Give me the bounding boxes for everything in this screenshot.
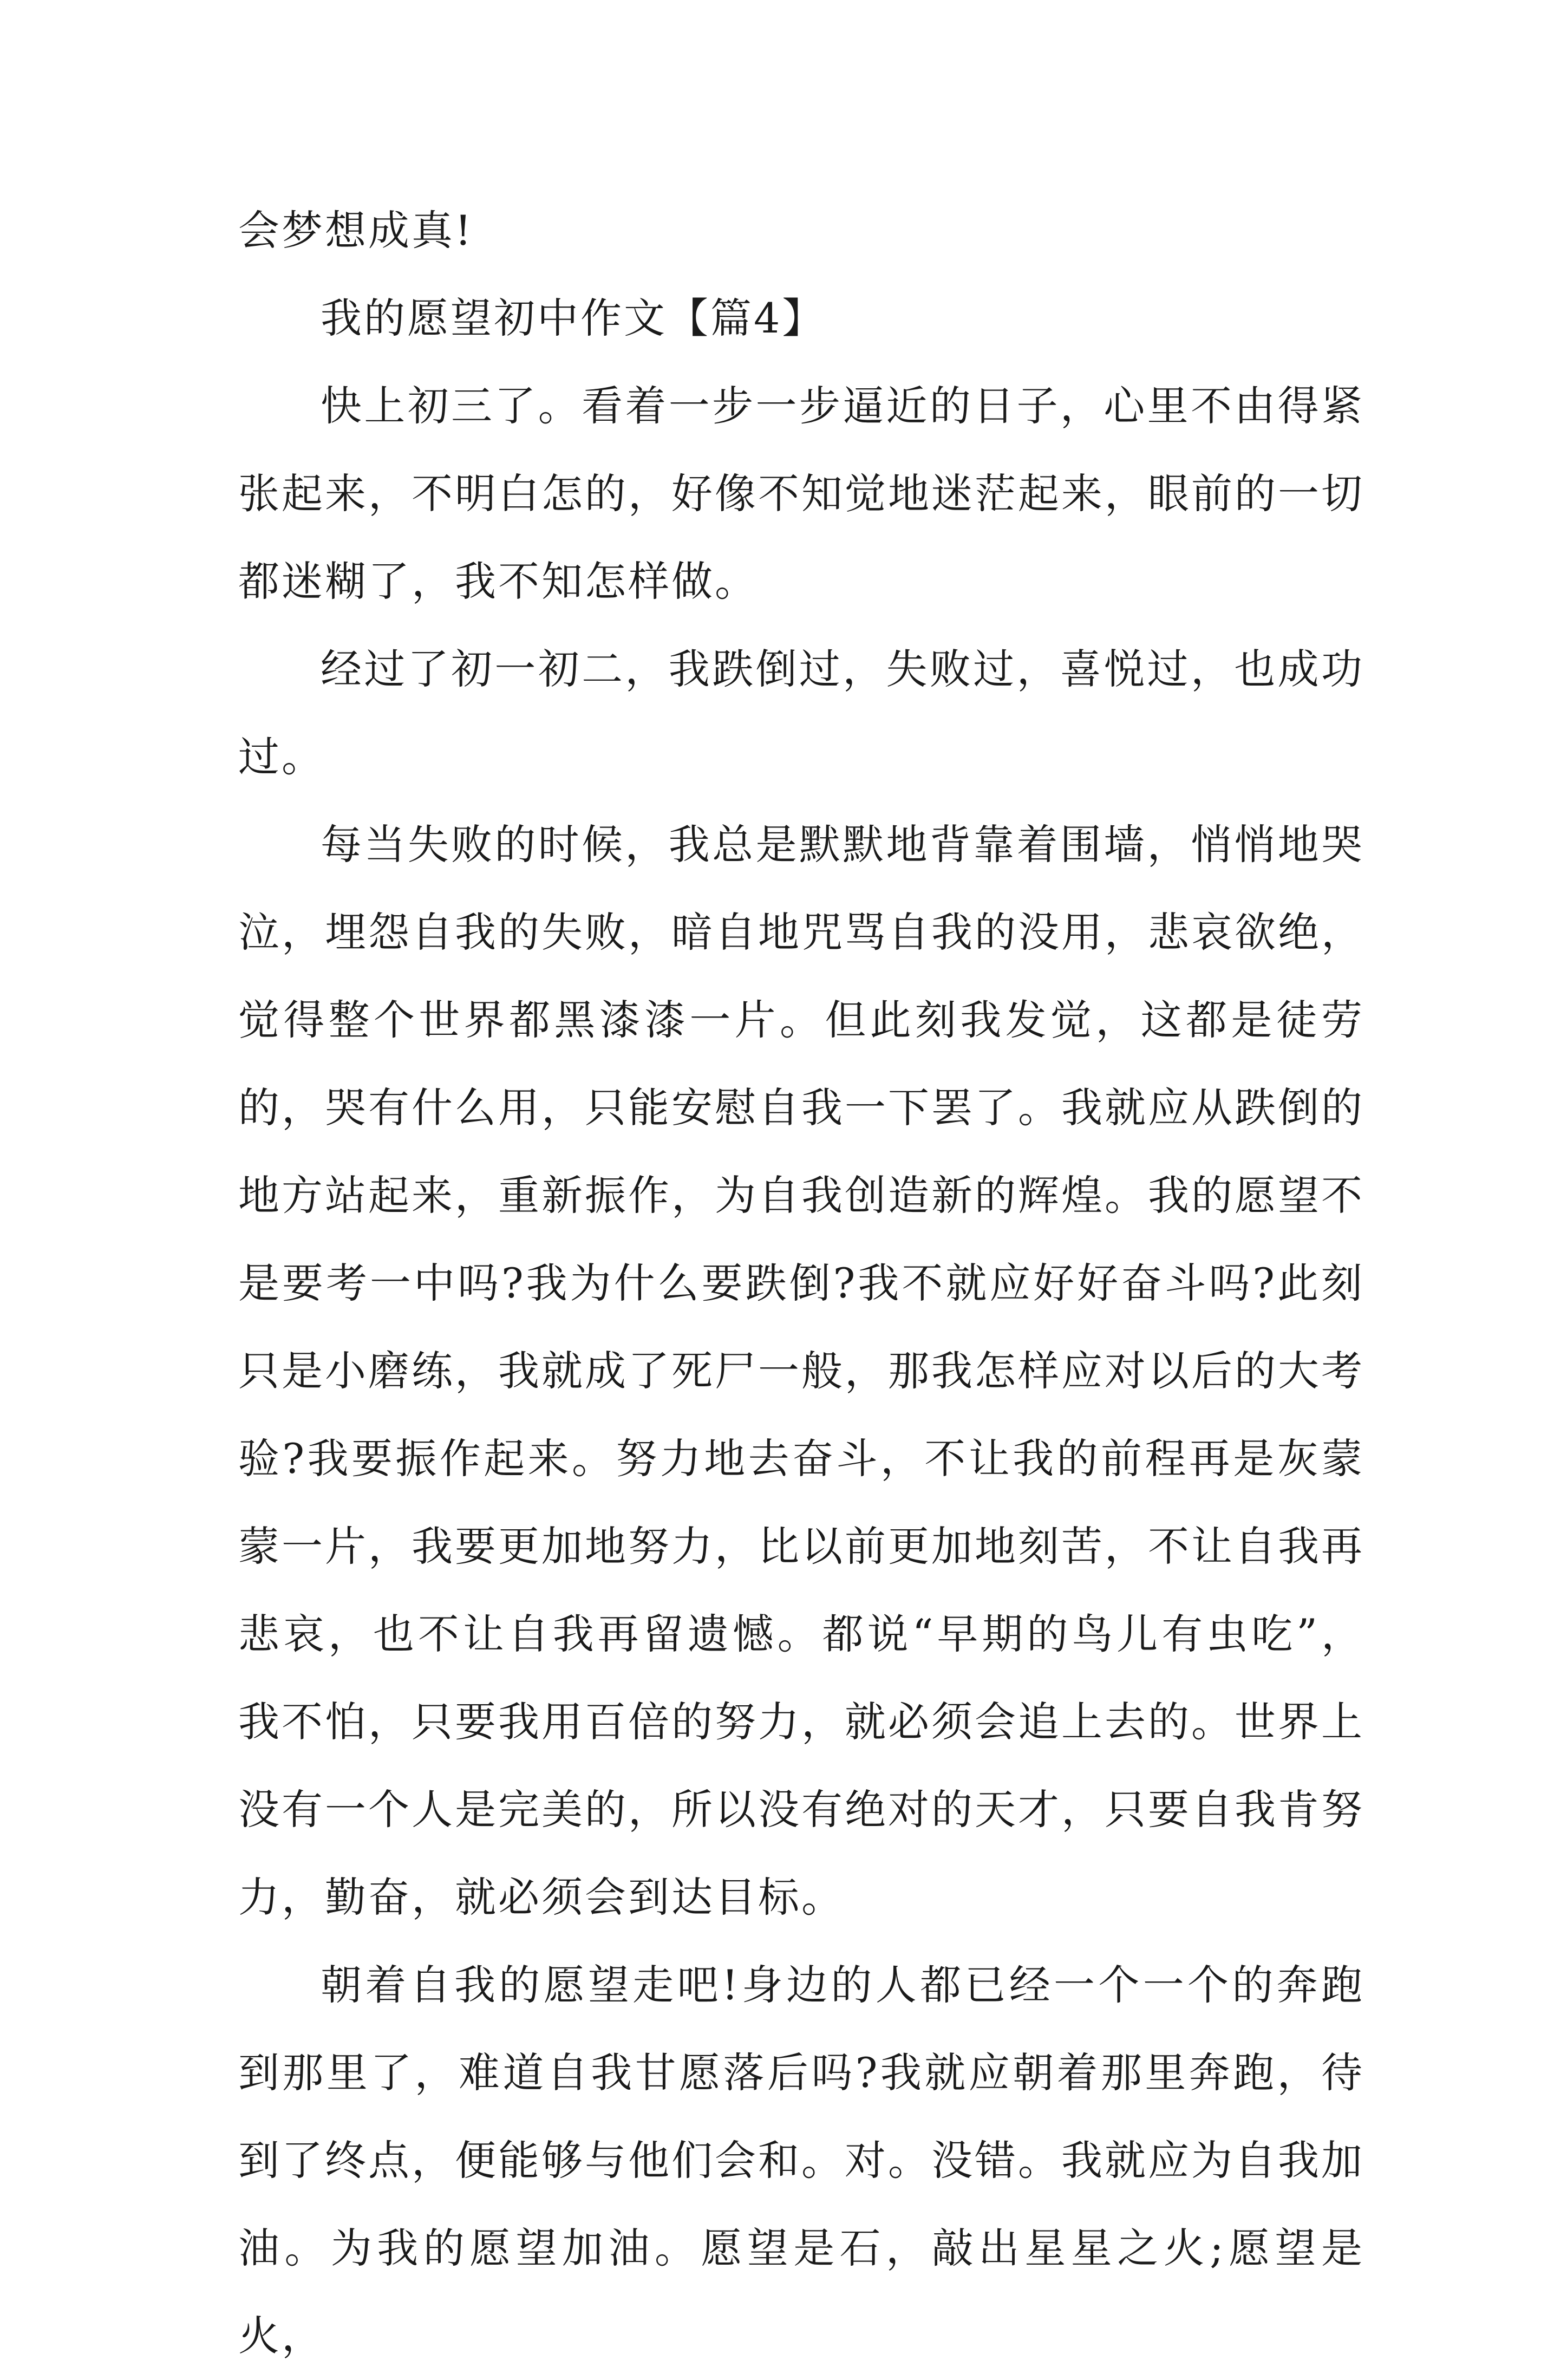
paragraph: 快上初三了。看着一步一步逼近的日子，心里不由得紧张起来，不明白怎的，好像不知觉地迷茫起来，眼前的一切都迷糊了，我不知怎样做。	[238, 382, 1364, 605]
paragraph: 每当失败的时候，我总是默默地背靠着围墙，悄悄地哭泣，埋怨自我的失败，暗自地咒骂自我的没用，悲哀欲绝，觉得整个世界都黑漆漆一片。但此刻我发觉，这都是徒劳的，哭有什么用，只能安慰自我一下罢了。我就应从跌倒的地方站起来，重新振作，为自我创造新的辉煌。我的愿望不是要考一中吗?我为什么要跌倒?我不就应好好奋斗吗?此刻只是小磨练，我就成了死尸一般，那我怎样应对以后的大考验?我要振作起来。努力地去奋斗，不让我的前程再是灰蒙蒙一片，我要更加地努力，比以前更加地刻苦，不让自我再悲哀，也不让自我再留遗憾。都说“早期的鸟儿有虫吃”，我不怕，只要我用百倍的努力，就必须会追上去的。世界上没有一个人是完美的，所以没有绝对的天才，只要自我肯努力，勤奋，就必须会到达目标。	[238, 820, 1364, 1921]
paragraph: 经过了初一初二，我跌倒过，失败过，喜悦过，也成功过。	[238, 645, 1364, 781]
paragraph-continuation: 会梦想成真!	[238, 206, 474, 255]
document-body	[238, 187, 1364, 2380]
section-heading: 我的愿望初中作文【篇4】	[321, 294, 826, 342]
paragraph: 朝着自我的愿望走吧!身边的人都已经一个一个的奔跑到那里了，难道自我甘愿落后吗?我就应朝着那里奔跑，待到了终点，便能够与他们会和。对。没错。我就应为自我加油。为我的愿望加油。愿望是石，敲出星星之火;愿望是火，	[238, 1961, 1364, 2360]
